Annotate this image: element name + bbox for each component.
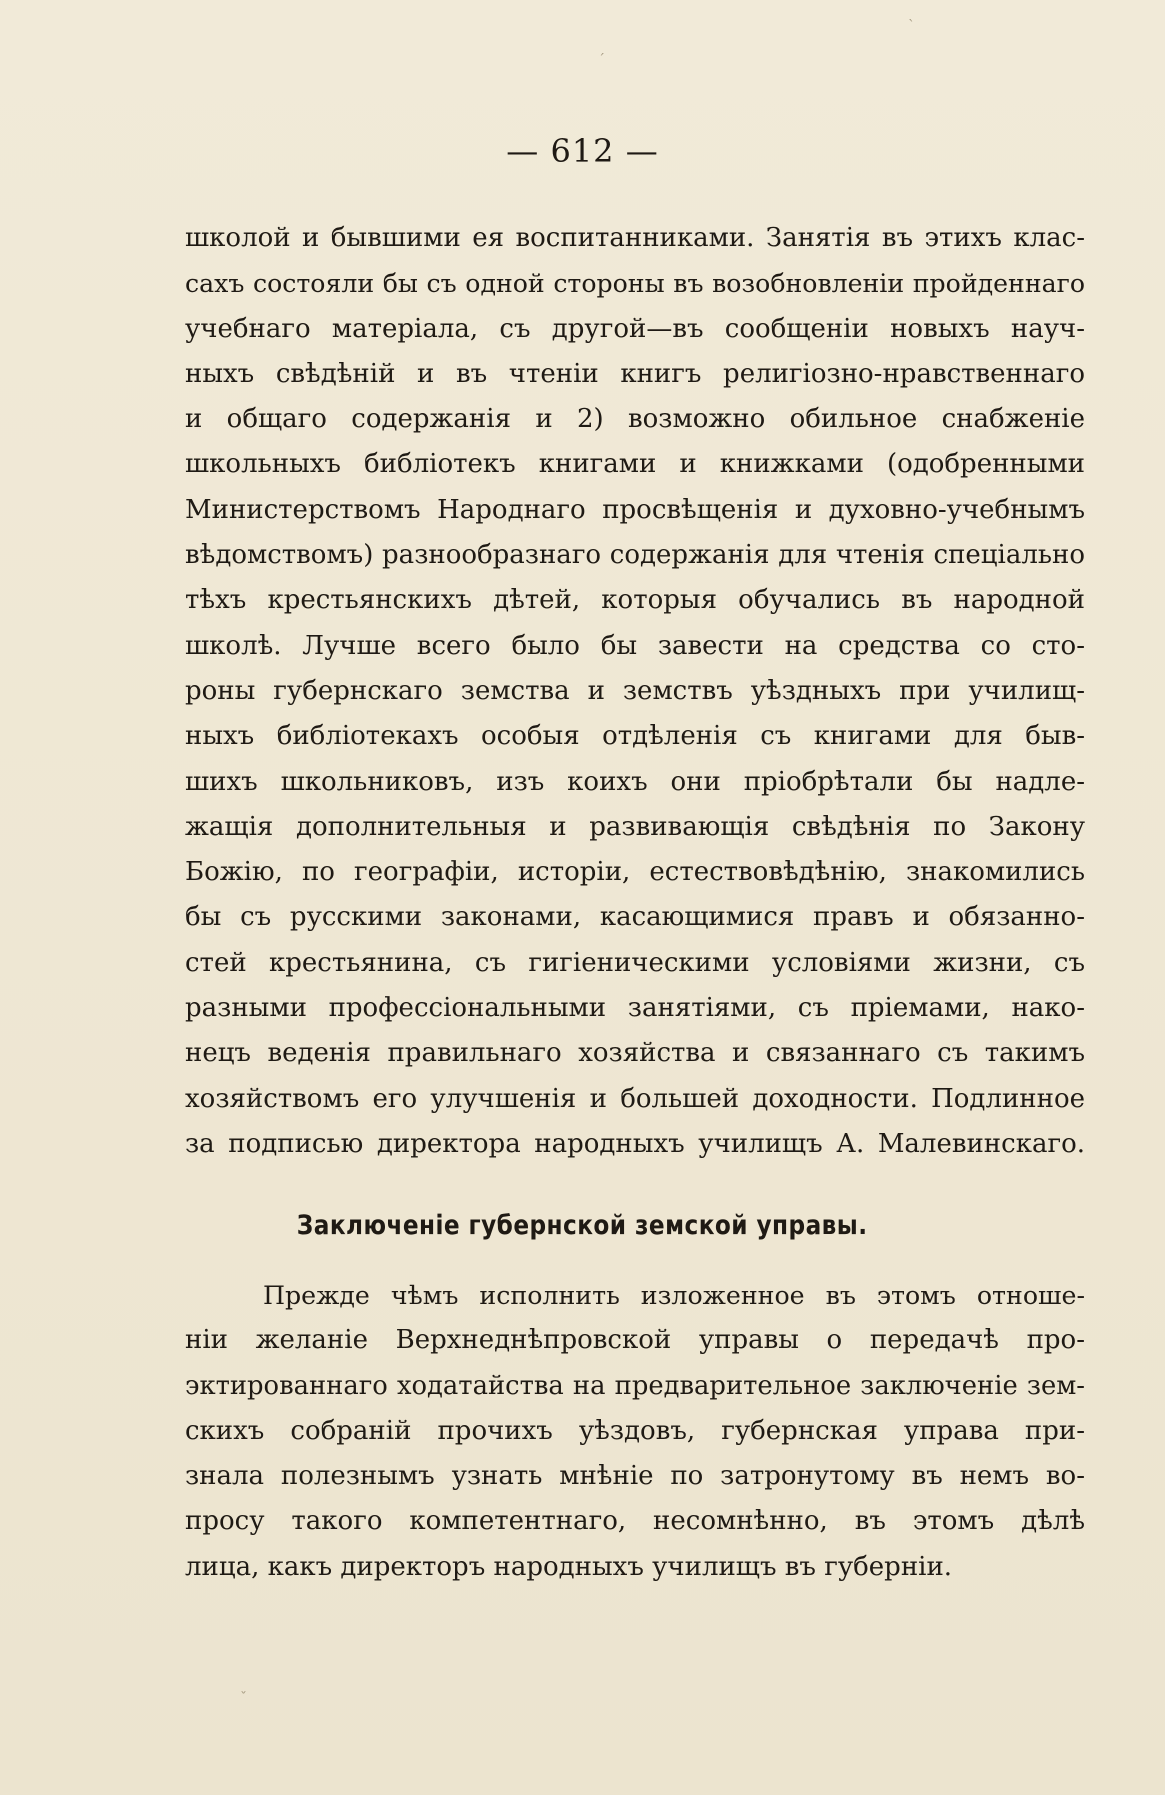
page-number: — 612 — [506,132,659,170]
text-line: ныхъ библіотекахъ особыя отдѣленія съ книгами для быв- [185,721,1085,752]
text-line: школой и бывшими ея воспитанниками. Занятія въ этихъ клас- [185,223,1085,253]
section-heading: Заключеніе губернской земской управы. [296,1210,868,1241]
text-line: лица, какъ директоръ народныхъ училищъ въ губерніи. [185,1551,953,1582]
text-line: за подписью директора народныхъ училищъ А. Малевинскаго. [185,1128,1085,1159]
text-line: ніи желаніе Верхнеднѣпровской управы о передачѣ про- [185,1325,1085,1356]
text-line: стей крестьянина, съ гигіеническими условіями жизни, съ [185,947,1085,978]
text-line: вѣдомствомъ) разнообразнаго содержанія для чтенія спеціально [185,540,1085,571]
text-line: Божію, по географіи, исторіи, естествовѣдѣнію, знакомились [185,857,1085,888]
text-line: сахъ состояли бы съ одной стороны въ возобновленіи пройденнаго [185,269,1085,299]
text-line: роны губернскаго земства и земствъ уѣздныхъ при училищ- [185,675,1085,706]
text-line: Министерствомъ Народнаго просвѣщенія и духовно-учебнымъ [185,494,1085,525]
margin-mark-icon: ˇ [240,1690,247,1706]
text-line: просу такого компетентнаго, несомнѣнно, въ этомъ дѣлѣ [185,1506,1085,1537]
margin-mark-icon: ˊ [598,52,605,68]
paragraph-1 [185,216,1085,1167]
text-line: жащія дополнительныя и развивающія свѣдѣнія по Закону [185,811,1085,842]
margin-mark-icon: ˋ [908,18,915,34]
text-line: скихъ собраній прочихъ уѣздовъ, губернская управа при- [185,1415,1085,1446]
text-line: нецъ веденія правильнаго хозяйства и связаннаго съ такимъ [185,1038,1085,1069]
text-line: бы съ русскими законами, касающимися правъ и обязанно- [185,902,1085,933]
text-line: Прежде чѣмъ исполнить изложенное въ этомъ отноше- [263,1281,1085,1310]
text-line: учебнаго матеріала, съ другой—въ сообщеніи новыхъ науч- [185,313,1085,344]
text-line: шихъ школьниковъ, изъ коихъ они пріобрѣтали бы надле- [185,766,1085,797]
text-line: эктированнаго ходатайства на предварительное заключеніе зем- [185,1370,1085,1401]
text-line: ныхъ свѣдѣній и въ чтеніи книгъ религіозно-нравственнаго [185,358,1085,389]
text-line: школѣ. Лучше всего было бы завести на средства со сто- [185,630,1085,661]
text-line: и общаго содержанія и 2) возможно обильное снабженіе [185,404,1085,435]
text-line: тѣхъ крестьянскихъ дѣтей, которыя обучались въ народной [185,585,1085,616]
text-line: разными профессіональными занятіями, съ пріемами, нако- [185,993,1085,1024]
text-line: знала полезнымъ узнать мнѣніе по затронутому въ немъ во- [185,1461,1085,1492]
text-line: школьныхъ библіотекъ книгами и книжками (одобренными [185,449,1085,480]
paragraph-2 [185,1273,1085,1590]
text-line: хозяйствомъ его улучшенія и большей доходности. Подлинное [185,1083,1085,1114]
